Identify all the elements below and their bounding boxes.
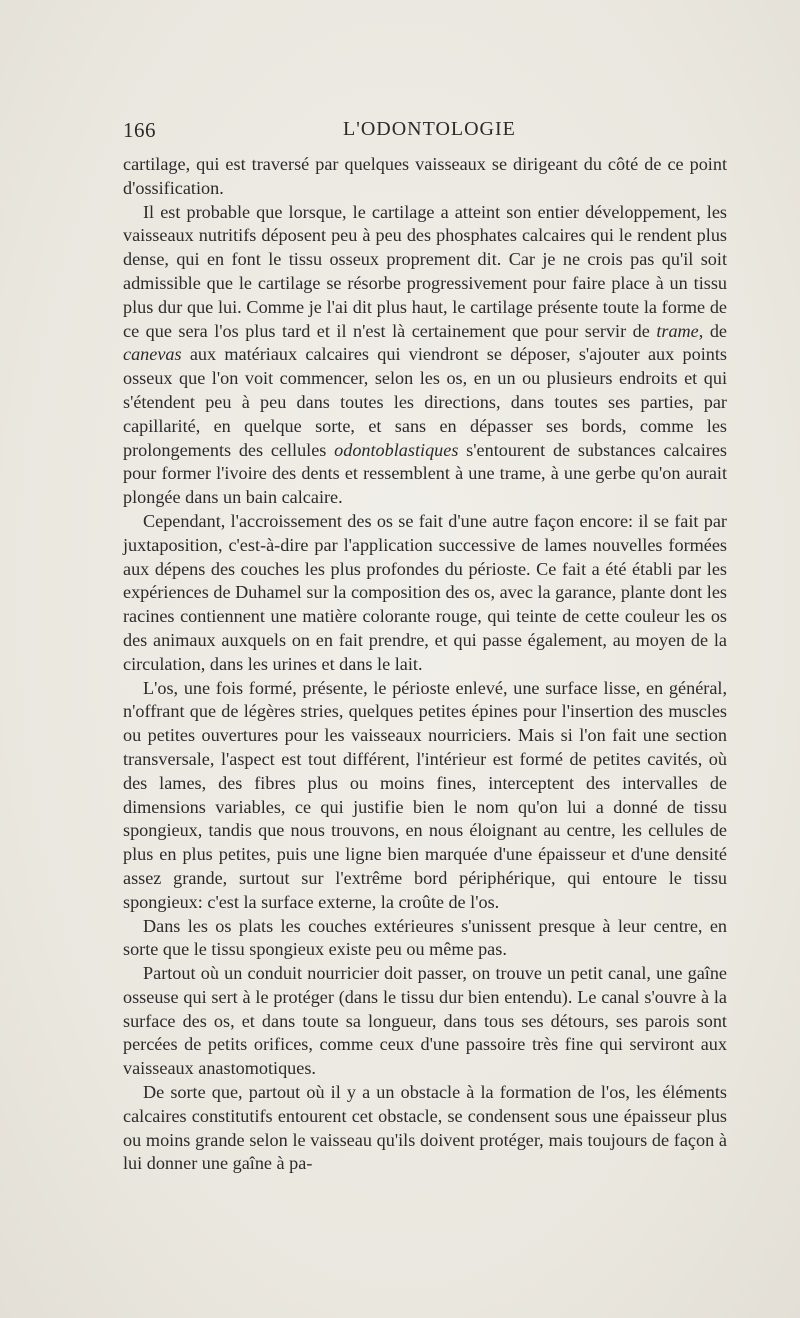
text-segment: L'os, une fois formé, présente, le périoste enlevé, une surface lisse, en général, n'offrant que de légères stries, quelques petites épines pour l'insertion des muscles ou petites ouvertures pour les vaisseaux nourriciers. Mais si l'on fait une section transversale, l'aspect est tout différent, l'intérieur est formé de petites cavités, où des lames, des fibres plus ou moins fines, interceptent des intervalles de dimensions variables, ce qui justifie bien le nom qu'on lui a donné de tissu spongieux, tandis que nous trouvons, en nous éloignant au centre, les cellules de plus en plus petites, puis une ligne bien marquée d'une épaisseur et d'une densité assez grande, surtout sur l'extrême bord périphérique, qui entoure le tissu spongieux: c'est la surface externe, la croûte de l'os. [123,677,727,912]
text-segment: Il est probable que lorsque, le cartilage a atteint son entier développement, les vaisseaux nutritifs déposent peu à peu des phosphates calcaires qui le rendent plus dense, qui en font le tissu osseux proprement dit. Car je ne crois pas qu'il soit admissible que le cartilage se résorbe progressivement pour faire place à un tissu plus dur que lui. Comme je l'ai dit plus haut, le cartilage présente toute la forme de ce que sera l'os plus tard et il n'est là certainement que pour servir de [123,201,727,341]
body-text [123,153,727,1176]
italic-term-trame: trame [656,320,699,341]
text-segment: s'entourent de substances calcaires pour former l'ivoire des dents et ressemblent à une trame, à une gerbe qu'on aurait plongée dans un bain calcaire. [123,439,727,508]
text-segment: Partout où un conduit nourricier doit passer, on trouve un petit canal, une gaîne osseuse qui sert à le protéger (dans le tissu dur bien entendu). Le canal s'ouvre à la surface des os, et dans toute sa longueur, dans tous ses détours, ses parois sont percées de petits orifices, comme ceux d'une passoire très fine qui serviront aux vaisseaux anastomotiques. [123,963,727,1079]
text-segment: cartilage, qui est traversé par quelques vaisseaux se dirigeant du côté de ce point d'ossification. [123,154,727,198]
text-segment: Dans les os plats les couches extérieures s'unissent presque à leur centre, en sorte que le tissu spongieux existe peu ou même pas. [123,915,727,960]
paragraph-1 [123,153,727,201]
page-number: 166 [123,118,156,142]
paragraph-2 [123,201,727,510]
page-header [123,118,727,144]
text-segment: , de [698,320,727,341]
paragraph-7 [123,1081,727,1176]
running-title: L'ODONTOLOGIE [343,118,516,140]
paragraph-5 [123,915,727,963]
italic-term-canevas: canevas [123,344,182,365]
text-segment: Cependant, l'accroissement des os se fait d'une autre façon encore: il se fait par juxtaposition, c'est-à-dire par l'application successive de lames nouvelles formées aux dépens des couches les plus profondes du périoste. Ce fait a été établi par les expériences de Duhamel sur la composition des os, avec la garance, plante dont les racines contiennent une matière colorante rouge, qui teinte de cette couleur les os des animaux auxquels on en fait prendre, et qui passe également, au moyen de la circulation, dans les urines et dans le lait. [123,510,727,674]
text-segment: De sorte que, partout où il y a un obstacle à la formation de l'os, les éléments calcaires constitutifs entourent cet obstacle, se condensent sous une épaisseur plus ou moins grande selon le vaisseau qu'ils doivent protéger, mais toujours de façon à lui donner une gaîne à pa- [123,1082,727,1174]
italic-term-odontoblastiques: odontoblastiques [334,439,459,460]
paragraph-6 [123,962,727,1081]
text-segment: aux matériaux calcaires qui viendront se déposer, s'ajouter aux points osseux que l'on voit commencer, selon les os, en un ou plusieurs endroits et qui s'étendent peu à peu dans toutes les directions, dans toutes ses parties, par capillarité, en quelque sorte, et sans en dépasser ses bords, comme les prolongements des cellules [123,344,727,460]
paragraph-3 [123,510,727,677]
paragraph-4 [123,677,727,915]
